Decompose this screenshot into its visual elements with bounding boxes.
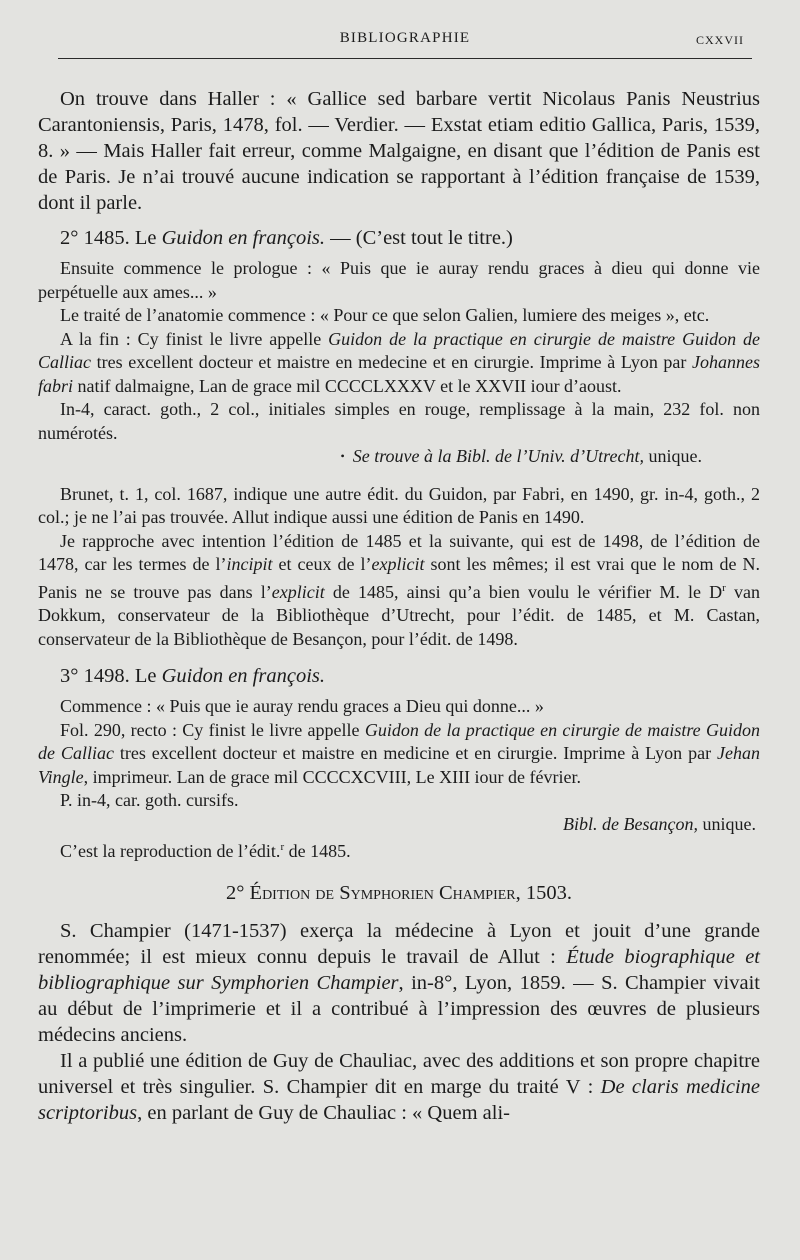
heading-title-italic: Guidon en françois. xyxy=(161,227,325,249)
prologue-paragraph: Ensuite commence le prologue : « Puis que ie auray rendu graces à dieu qui donne vie perpétuelle aux ames... » xyxy=(38,258,760,302)
heading-smallcaps: dition de xyxy=(262,881,340,904)
haller-paragraph: On trouve dans Haller : « Gallice sed barbare vertit Nicolaus Panis Neustrius Carantoniensis, Paris, 1478, fol. — Verdier. — Exstat etiam editio Gallica, Paris, 1539, 8. » — Mais Haller fait erreur, comme Malgaigne, en disant que l’édition de Panis est de Paris. Je n’ai trouvé aucune indication se rapportant à l’édition française de 1539, dont il parle. xyxy=(38,88,760,214)
italic-run: Guidon de la practique en cirurgie de maistre Guidon de Calliac xyxy=(38,328,760,372)
text-run: unique. xyxy=(644,446,702,466)
superscript: r xyxy=(280,841,285,853)
text-run: de 1485. xyxy=(284,841,351,861)
italic-run: De claris medicine scriptoribus xyxy=(38,1075,760,1124)
running-title: BIBLIOGRAPHIE xyxy=(339,30,471,46)
champier-paragraph-2 xyxy=(38,1048,760,1126)
champier-paragraph-1 xyxy=(38,918,760,1048)
text-run: tres excellent docteur et maistre en medecine et en cirurgie. Imprime à Lyon par xyxy=(91,352,693,372)
italic-run: Johannes fabri xyxy=(38,352,760,396)
format-paragraph: P. in-4, car. goth. cursifs. xyxy=(60,790,239,810)
bullet-mark: • xyxy=(340,449,345,463)
brunet-section xyxy=(38,483,760,652)
text-run: Je rapproche avec intention l’édition de 1485 et la suivante, qui est de 1498, de l’édition de 1478, car les termes de l’ xyxy=(38,530,760,574)
heading-text: , 1503. xyxy=(515,881,573,904)
italic-run: explicit xyxy=(271,581,325,602)
italic-run: Bibl. de Besançon, xyxy=(563,813,698,834)
brunet-paragraph: Brunet, t. 1, col. 1687, indique une autre édit. du Guidon, par Fabri, en 1490, gr. in-4, goth., 2 col.; je ne l’ai pas trouvée. Allut indique aussi une édition de Panis en 1490. xyxy=(38,483,760,527)
explicit-paragraph xyxy=(38,328,760,399)
text-run: natif dalmaigne, Lan de grace mil CCCCLXXXV et le XXVII iour d’aoust. xyxy=(73,375,622,396)
location-note xyxy=(38,445,760,469)
italic-run: Guidon de la practique en cirurgie de maistre Guidon de Calliac xyxy=(38,719,760,763)
reproduction-paragraph xyxy=(38,836,760,864)
italic-run: Étude biographique et bibliographique sur Symphorien Champier xyxy=(38,945,760,994)
text-run: , in-8°, Lyon, 1859. — S. Champier vivait au début de l’imprimerie et il a contribué à l’impression des œuvres de plusieurs médecins anciens. xyxy=(38,971,760,1046)
italic-run: explicit xyxy=(371,554,425,574)
italic-run: Se trouve à la Bibl. de l’Univ. d’Utrecht, xyxy=(352,446,644,466)
text-run: Fol. 290, recto : Cy finist le livre appelle xyxy=(60,719,365,740)
italic-run: Jehan Vingle xyxy=(38,743,760,787)
heading-text: S xyxy=(339,881,351,904)
format-paragraph: In-4, caract. goth., 2 col., initiales simples en rouge, remplissage à la main, 232 fol. non numérotés. xyxy=(38,399,760,443)
text-run: tres excellent docteur et maistre en medicine et en cirurgie. Imprime à Lyon par xyxy=(113,743,718,763)
comparison-paragraph xyxy=(38,530,760,652)
edition-1485-heading xyxy=(38,225,760,251)
text-run: , imprimeur. Lan de grace mil CCCCXCVIII, Le XIII iour de février. xyxy=(83,766,582,787)
page-body xyxy=(38,86,760,1126)
heading-title-italic: Guidon en françois. xyxy=(161,665,325,687)
heading-smallcaps: hampier xyxy=(452,881,516,904)
champier-heading xyxy=(38,880,760,906)
heading-text: 3° 1498. Le xyxy=(60,665,162,687)
text-run: et ceux de l’ xyxy=(272,554,372,574)
heading-text: C xyxy=(438,881,453,904)
folio-paragraph xyxy=(38,719,760,790)
text-run: sont les mêmes; il est vrai que le nom de N. Panis ne se trouve pas dans l’ xyxy=(38,554,761,602)
heading-note: — (C’est tout le titre.) xyxy=(325,227,513,249)
running-header xyxy=(58,26,752,59)
page-number: CXXVII xyxy=(696,33,744,47)
edition-1498-heading xyxy=(38,663,760,689)
heading-smallcaps: ymphorien xyxy=(350,881,439,904)
text-run: A la fin : Cy finist le livre appelle xyxy=(60,328,329,349)
anatomy-paragraph: Le traité de l’anatomie commence : « Pour ce que selon Galien, lumiere des meiges », etc. xyxy=(60,305,710,325)
text-run: , en parlant de Guy de Chauliac : « Quem ali- xyxy=(137,1101,510,1124)
edition-1498-body xyxy=(38,695,760,864)
text-run: unique. xyxy=(698,813,756,834)
commence-paragraph: Commence : « Puis que ie auray rendu graces a Dieu qui donne... » xyxy=(60,696,544,716)
superscript: r xyxy=(722,581,726,594)
text-run: S. Champier (1471-1537) exerça la médecine à Lyon et jouit d’une grande renommée; il est mieux connu depuis le travail de Allut : xyxy=(38,919,760,968)
location-note xyxy=(38,813,760,837)
edition-1485-body xyxy=(38,257,760,469)
italic-run: incipit xyxy=(226,554,273,574)
text-run: C’est la reproduction de l’édit. xyxy=(60,841,281,861)
heading-text: 2° É xyxy=(225,881,263,904)
heading-text: 2° 1485. Le xyxy=(60,227,162,249)
text-run: van Dokkum, conservateur de la Bibliothèque d’Utrecht, pour l’édit. de 1485, et M. Castan, conservateur de la Bibliothèque de Besançon, pour l’édit. de 1498. xyxy=(38,581,760,649)
text-run: de 1485, ainsi qu’a bien voulu le vérifier M. le D xyxy=(324,581,723,602)
text-run: Il a publié une édition de Guy de Chauliac, avec des additions et son propre chapitre universel et très singulier. S. Champier dit en marge du traité V : xyxy=(38,1049,760,1098)
